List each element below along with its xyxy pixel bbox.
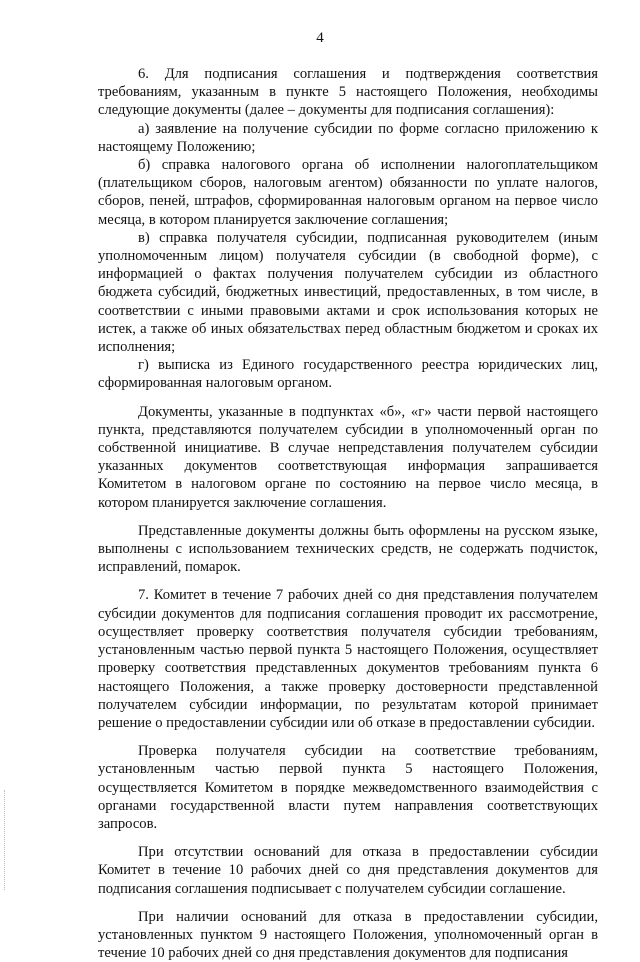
paragraph-6-item-v: в) справка получателя субсидии, подписанная руководителем (иным уполномоченным лицом) получателя субсидии (в свободной форме), с информацией о фактах получения получателем субсидии из областного бюджета субсидий, бюджетных инвестиций, предоставленных, в том числе, в соответствии с иными правовыми актами и срок использования которых не истек, а также об иных обязательствах перед областным бюджетом и сроках их исполнения; — [98, 229, 598, 356]
paragraph-6-item-a: а) заявление на получение субсидии по форме согласно приложению к настоящему Положению; — [98, 120, 598, 155]
paragraph-documents-format: Представленные документы должны быть оформлены на русском языке, выполнены с использованием технических средств, не содержать подчисток, исправлений, помарок. — [98, 522, 598, 576]
paragraph-7-review: 7. Комитет в течение 7 рабочих дней со дня представления получателем субсидии документов для подписания соглашения проводит их рассмотрение, осуществляет проверку соответствия получателя субсидии требованиям, установленным частью первой пункта 5 настоящего Положения, осуществляет проверку соответствия представленных документов требованиям пункта 6 настоящего Положения, а также проверку достоверности представленной получателем субсидии информации, по результатам которой принимает решение о предоставлении субсидии или об отказе в предоставлении субсидии. — [98, 587, 598, 731]
scan-edge-marks — [4, 790, 7, 890]
paragraph-7-no-refusal: При отсутствии оснований для отказа в предоставлении субсидии Комитет в течение 10 рабочих дней со дня представления документов для подписания соглашения подписывает с получателем субсидии соглашение. — [98, 844, 598, 897]
page-number: 4 — [316, 30, 324, 46]
paragraph-6-item-g: г) выписка из Единого государственного реестра юридических лиц, сформированная налоговым органом. — [98, 357, 598, 392]
paragraph-6-item-b: б) справка налогового органа об исполнении налогоплательщиком (плательщиком сборов, налоговым агентом) обязанности по уплате налогов, сборов, пеней, штрафов, сформированная налоговым органом на первое число месяца, в котором планируется заключение соглашения; — [98, 157, 598, 228]
paragraph-6-intro: 6. Для подписания соглашения и подтверждения соответствия требованиям, указанным в пункте 5 настоящего Положения, необходимы следующие документы (далее – документы для подписания соглашения): — [98, 66, 598, 119]
paragraph-7-refusal: При наличии оснований для отказа в предоставлении субсидии, установленных пунктом 9 настоящего Положения, уполномоченный орган в течение 10 рабочих дней со дня представления документов для подписания — [98, 908, 598, 962]
paragraph-7-verification: Проверка получателя субсидии на соответствие требованиям, установленным частью первой пункта 5 настоящего Положения, осуществляется Комитетом в порядке межведомственного взаимодействия с органами государственной власти путем направления соответствующих запросов. — [98, 743, 598, 832]
paragraph-documents-submission: Документы, указанные в подпунктах «б», «г» части первой настоящего пункта, представляются получателем субсидии в уполномоченный орган по собственной инициативе. В случае непредставления получателем субсидии указанных документов соответствующая информация запрашивается Комитетом в налоговом органе по состоянию на первое число месяца, в котором планируется заключение соглашения. — [98, 403, 598, 511]
document-body — [98, 65, 598, 962]
